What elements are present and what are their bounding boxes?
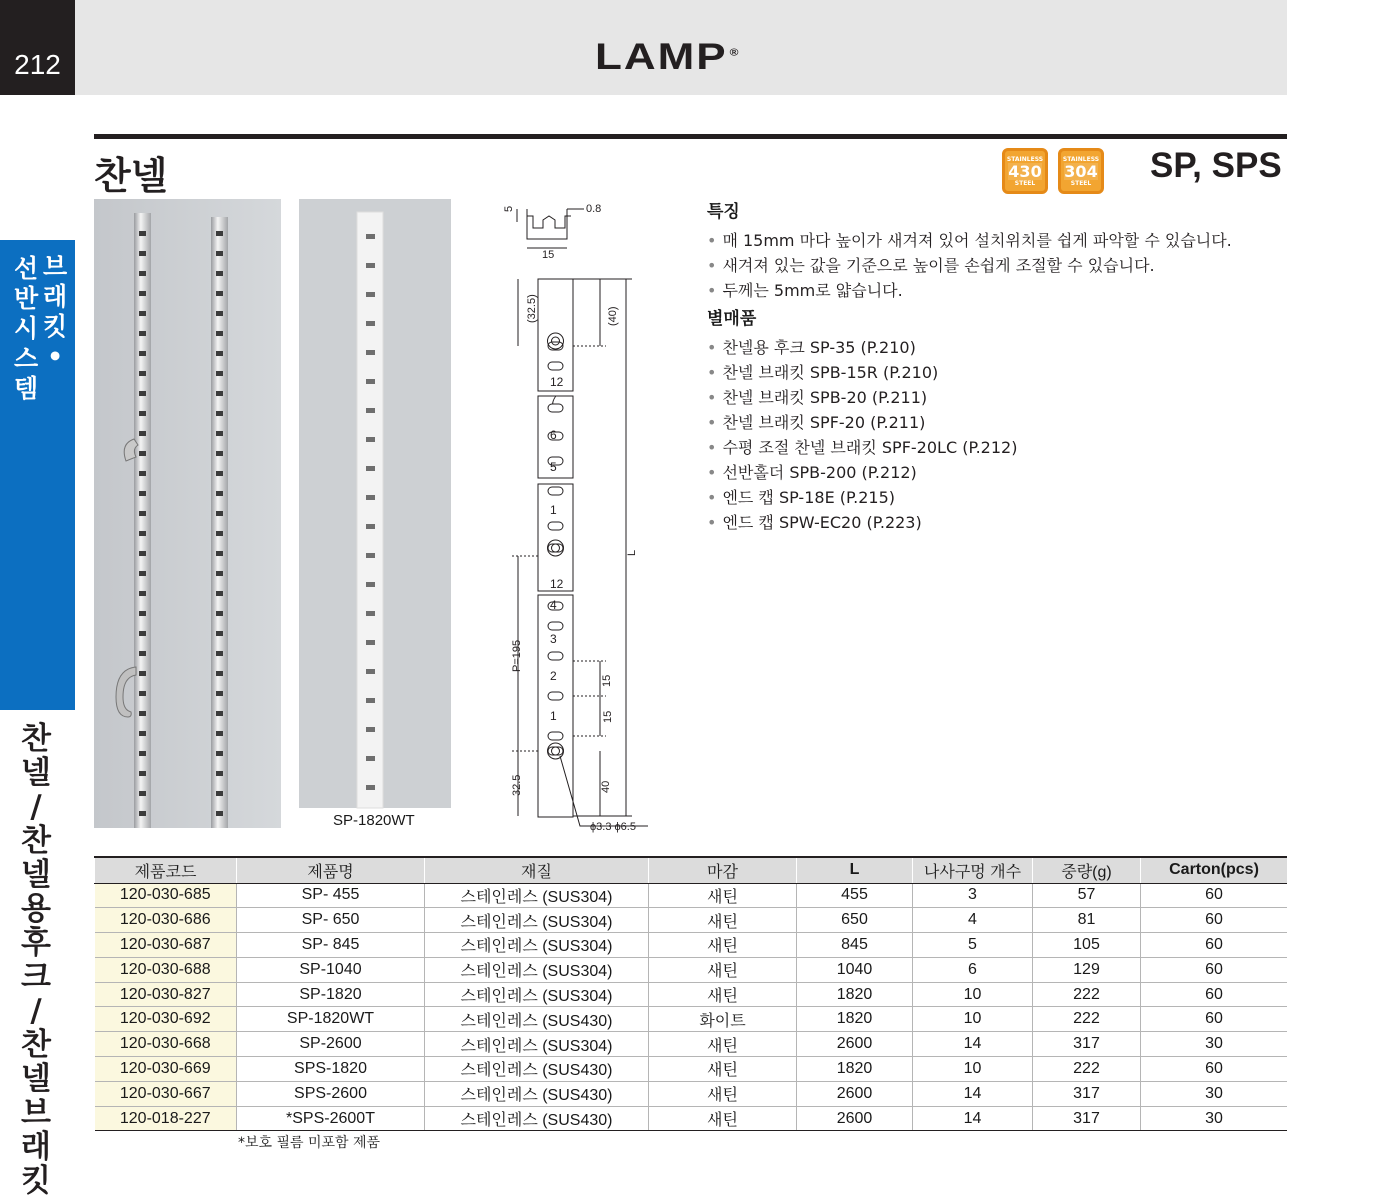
table-cell: 6: [913, 957, 1033, 982]
table-cell: 10: [913, 1057, 1033, 1082]
dim-width: 15: [542, 249, 555, 261]
table-cell: 새틴: [649, 1032, 797, 1057]
side-tab-channel[interactable]: [6, 722, 66, 1198]
dim-thickness: 5: [503, 205, 515, 212]
column-header: 나사구멍 개수: [913, 857, 1033, 883]
side-tab-char: 시: [14, 314, 39, 343]
table-cell: 1820: [797, 982, 913, 1007]
side-tab-char: 스: [14, 344, 39, 373]
dim-hole-diameter: ϕ3.3 ϕ6.5: [590, 821, 636, 833]
features-section: [707, 200, 1287, 535]
satin-channels-image: [94, 199, 281, 828]
table-cell: 129: [1033, 957, 1141, 982]
table-cell: 스테인레스 (SUS304): [425, 883, 649, 908]
table-cell: SP-2600: [237, 1032, 425, 1057]
table-cell: 스테인레스 (SUS304): [425, 982, 649, 1007]
table-cell: 30: [1141, 1081, 1288, 1106]
table-row: [95, 1106, 1288, 1131]
dim-15a: 15: [601, 674, 613, 687]
footnote: *보호 필름 미포함 제품: [238, 1135, 381, 1151]
features-list: [707, 228, 1287, 303]
brand-logo: LAMP ®: [595, 35, 741, 78]
table-cell: 5: [913, 933, 1033, 958]
side-tab-char: 템: [14, 374, 39, 403]
dim-bottom-40: 40: [600, 780, 612, 793]
column-header: 중량(g): [1033, 857, 1141, 883]
table-cell: 120-030-667: [95, 1081, 237, 1106]
table-row: [95, 908, 1288, 933]
table-cell: 60: [1141, 1007, 1288, 1032]
page-number: 212: [0, 0, 75, 95]
table-cell: 새틴: [649, 1106, 797, 1131]
side-tab-black-char: 넬: [21, 857, 51, 893]
table-cell: 10: [913, 1007, 1033, 1032]
accessory-link[interactable]: • 선반홀더 SPB-200 (P.212): [707, 460, 1287, 485]
table-cell: 스테인레스 (SUS304): [425, 1032, 649, 1057]
table-cell: 새틴: [649, 1057, 797, 1082]
column-header: 재질: [425, 857, 649, 883]
dim-length: L: [626, 549, 638, 556]
side-tab-col1: [14, 254, 38, 404]
table-cell: 60: [1141, 933, 1288, 958]
accessory-link[interactable]: • 찬넬 브래킷 SPB-15R (P.210): [707, 360, 1287, 385]
side-tab-black-char: 래: [21, 1129, 51, 1165]
table-cell: 222: [1033, 982, 1141, 1007]
table-cell: 새틴: [649, 908, 797, 933]
page-title: 찬넬: [94, 154, 168, 198]
accessory-link[interactable]: • 엔드 캡 SPW-EC20 (P.223): [707, 510, 1287, 535]
side-tab-black-char: 찬: [21, 721, 51, 757]
table-cell: 14: [913, 1081, 1033, 1106]
table-row: [95, 933, 1288, 958]
side-tab-char: •: [47, 342, 64, 371]
table-cell: 60: [1141, 1057, 1288, 1082]
accessory-link[interactable]: • 찬넬용 후크 SP-35 (P.210): [707, 335, 1287, 360]
table-cell: 1040: [797, 957, 913, 982]
column-header: 제품코드: [95, 857, 237, 883]
dim-15b: 15: [602, 710, 614, 723]
table-cell: 57: [1033, 883, 1141, 908]
column-header: 제품명: [237, 857, 425, 883]
side-tab-char: 킷: [43, 312, 68, 341]
side-tab-black-char: 킷: [21, 1163, 51, 1199]
dim-pitch: P=195: [511, 639, 523, 672]
table-cell: 120-030-668: [95, 1032, 237, 1057]
table-cell: 10: [913, 982, 1033, 1007]
table-cell: 2600: [797, 1081, 913, 1106]
table-cell: 1820: [797, 1007, 913, 1032]
table-cell: 222: [1033, 1007, 1141, 1032]
dim-wall: 0.8: [586, 203, 602, 215]
table-cell: 새틴: [649, 957, 797, 982]
table-cell: SP- 845: [237, 933, 425, 958]
table-cell: 60: [1141, 982, 1288, 1007]
table-row: [95, 957, 1288, 982]
table-cell: 2600: [797, 1106, 913, 1131]
table-cell: 845: [797, 933, 913, 958]
table-cell: 650: [797, 908, 913, 933]
table-cell: 120-018-227: [95, 1106, 237, 1131]
product-photo-satin: [94, 199, 281, 828]
table-row: [95, 1007, 1288, 1032]
table-cell: 120-030-692: [95, 1007, 237, 1032]
table-cell: 4: [913, 908, 1033, 933]
table-row: [95, 1081, 1288, 1106]
feature-item: • 두께는 5mm로 얇습니다.: [707, 278, 1287, 303]
side-tab-black-char: /: [30, 789, 42, 825]
accessory-link[interactable]: • 찬넬 브래킷 SPB-20 (P.211): [707, 385, 1287, 410]
side-tab-black-char: 후: [21, 925, 51, 961]
table-cell: SPS-1820: [237, 1057, 425, 1082]
product-photo-white: [299, 199, 451, 808]
dim-top-40: (40): [607, 306, 619, 326]
table-row: [95, 982, 1288, 1007]
height-mark: 1: [550, 503, 557, 517]
side-tab-black-char: /: [30, 993, 42, 1029]
white-channel-image: [299, 199, 451, 808]
table-cell: 222: [1033, 1057, 1141, 1082]
table-cell: 60: [1141, 908, 1288, 933]
height-mark: 7: [550, 393, 557, 407]
technical-drawing: [500, 196, 660, 841]
table-cell: 120-030-827: [95, 982, 237, 1007]
column-header: 마감: [649, 857, 797, 883]
table-cell: 스테인레스 (SUS430): [425, 1007, 649, 1032]
table-cell: SP-1820WT: [237, 1007, 425, 1032]
table-cell: 120-030-686: [95, 908, 237, 933]
stainless-430-badge: STAINLESS 430 STEEL: [1002, 148, 1048, 194]
height-mark: 2: [550, 669, 557, 683]
table-cell: 스테인레스 (SUS304): [425, 933, 649, 958]
features-heading: 특징: [707, 202, 740, 222]
accessory-link[interactable]: • 수평 조절 찬넬 브래킷 SPF-20LC (P.212): [707, 435, 1287, 460]
table-cell: 스테인레스 (SUS430): [425, 1106, 649, 1131]
table-cell: 새틴: [649, 933, 797, 958]
feature-item: • 매 15mm 마다 높이가 새겨져 있어 설치위치를 쉽게 파악할 수 있습니다.: [707, 228, 1287, 253]
table-cell: 317: [1033, 1106, 1141, 1131]
column-header: L: [797, 857, 913, 883]
table-row: [95, 1032, 1288, 1057]
side-tab-char: 선: [14, 254, 39, 283]
table-cell: 30: [1141, 1106, 1288, 1131]
accessories-heading: 별매품: [707, 309, 757, 329]
table-cell: 60: [1141, 957, 1288, 982]
side-tab-col2: [43, 252, 67, 372]
table-header-row: [95, 857, 1288, 883]
side-tab-black-char: 용: [21, 891, 51, 927]
table-cell: 317: [1033, 1032, 1141, 1057]
feature-item: • 새겨져 있는 값을 기준으로 높이를 손쉽게 조절할 수 있습니다.: [707, 253, 1287, 278]
side-tab-black-char: 찬: [21, 823, 51, 859]
table-cell: 3: [913, 883, 1033, 908]
table-cell: 1820: [797, 1057, 913, 1082]
table-cell: 120-030-687: [95, 933, 237, 958]
table-cell: 30: [1141, 1032, 1288, 1057]
side-tab-shelf-system[interactable]: [0, 240, 75, 710]
table-cell: 60: [1141, 883, 1288, 908]
dim-top-offset: (32.5): [526, 294, 538, 323]
photo-caption: SP-1820WT: [333, 812, 415, 829]
side-tab-black-char: 크: [21, 959, 51, 995]
registered-mark: ®: [729, 46, 741, 59]
table-cell: 105: [1033, 933, 1141, 958]
accessories-list: [707, 335, 1287, 535]
table-cell: 14: [913, 1106, 1033, 1131]
table-cell: 새틴: [649, 1081, 797, 1106]
table-cell: SP- 455: [237, 883, 425, 908]
product-spec-table: [94, 856, 1287, 1131]
table-cell: 스테인레스 (SUS304): [425, 957, 649, 982]
table-row: [95, 1057, 1288, 1082]
table-cell: SP-1040: [237, 957, 425, 982]
side-tab-black-char: 넬: [21, 1061, 51, 1097]
side-tab-black-char: 넬: [21, 755, 51, 791]
table-cell: 2600: [797, 1032, 913, 1057]
dim-bottom-offset: 32.5: [511, 774, 523, 796]
title-rule: [94, 134, 1287, 139]
height-mark: 12: [550, 375, 564, 389]
table-row: [95, 883, 1288, 908]
height-mark: 1: [550, 709, 557, 723]
accessory-link[interactable]: • 찬넬 브래킷 SPF-20 (P.211): [707, 410, 1287, 435]
side-tab-char: 래: [43, 282, 68, 311]
table-cell: SP-1820: [237, 982, 425, 1007]
table-cell: 스테인레스 (SUS430): [425, 1057, 649, 1082]
table-cell: SP- 650: [237, 908, 425, 933]
side-tab-char: 반: [14, 284, 39, 313]
height-mark: 4: [550, 598, 557, 612]
height-mark: 5: [550, 460, 557, 474]
table-cell: 새틴: [649, 982, 797, 1007]
table-cell: 14: [913, 1032, 1033, 1057]
table-cell: 317: [1033, 1081, 1141, 1106]
side-tab-black-char: 찬: [21, 1027, 51, 1063]
table-cell: 120-030-669: [95, 1057, 237, 1082]
accessory-link[interactable]: • 엔드 캡 SP-18E (P.215): [707, 485, 1287, 510]
height-mark: 3: [550, 632, 557, 646]
side-tab-char: 브: [43, 252, 68, 281]
stainless-304-badge: STAINLESS 304 STEEL: [1058, 148, 1104, 194]
height-mark: 6: [550, 428, 557, 442]
table-cell: 화이트: [649, 1007, 797, 1032]
table-cell: 120-030-685: [95, 883, 237, 908]
table-cell: 455: [797, 883, 913, 908]
table-cell: 120-030-688: [95, 957, 237, 982]
height-mark: 12: [550, 577, 564, 591]
table-cell: 스테인레스 (SUS430): [425, 1081, 649, 1106]
table-cell: 스테인레스 (SUS304): [425, 908, 649, 933]
table-cell: *SPS-2600T: [237, 1106, 425, 1131]
table-cell: 새틴: [649, 883, 797, 908]
table-cell: 81: [1033, 908, 1141, 933]
table-cell: SPS-2600: [237, 1081, 425, 1106]
column-header: Carton(pcs): [1141, 857, 1288, 883]
product-code-title: SP, SPS: [1150, 146, 1282, 185]
side-tab-black-char: 브: [21, 1095, 51, 1131]
